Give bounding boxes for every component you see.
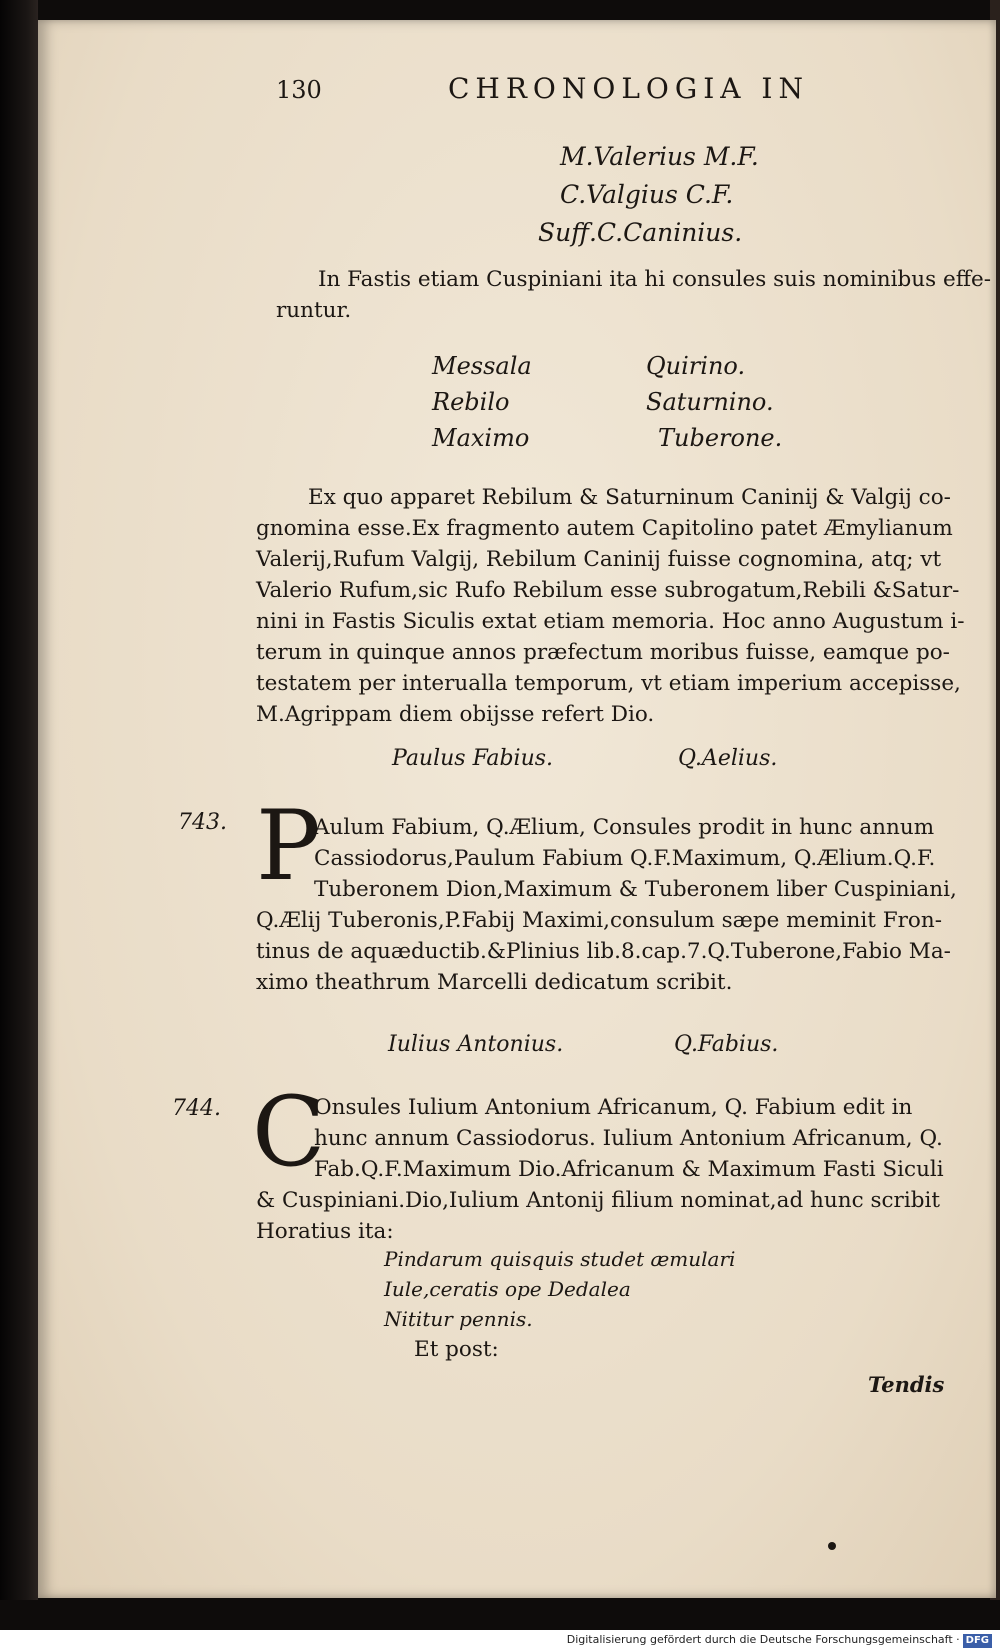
ink-spot xyxy=(828,1542,836,1550)
consul-line: Suff.C.Caninius. xyxy=(538,218,743,247)
name-line: Rebilo xyxy=(432,388,510,416)
heading-q-aelius: Q.Aelius. xyxy=(678,746,778,771)
text-line: testatem per interualla temporum, vt etiam imperium accepisse, xyxy=(256,671,961,696)
text-line: & Cuspiniani.Dio,Iulium Antonij filium nominat,ad hunc scribit xyxy=(256,1188,940,1213)
name-line: Tuberone. xyxy=(658,424,783,452)
heading-q-fabius: Q.Fabius. xyxy=(674,1032,779,1057)
digitization-footer xyxy=(0,1630,1000,1650)
paragraph-743 xyxy=(256,812,957,998)
consuls-top xyxy=(528,138,759,252)
text-line: ximo theathrum Marcelli dedicatum scribit. xyxy=(256,970,733,995)
name-line: Quirino. xyxy=(646,352,746,380)
consul-line: C.Valgius C.F. xyxy=(560,180,734,209)
catchword: Tendis xyxy=(868,1372,945,1397)
text-line: Onsules Iulium Antonium Africanum, Q. Fabium edit in xyxy=(314,1095,913,1120)
paragraph-744 xyxy=(256,1092,944,1247)
text-line: In Fastis etiam Cuspiniani ita hi consules suis nominibus effe- xyxy=(318,267,991,292)
text-line: Q.Ælij Tuberonis,P.Fabij Maximi,consulum sæpe meminit Fron- xyxy=(256,908,942,933)
footer-credit: Digitalisierung gefördert durch die Deutsche Forschungsgemeinschaft · xyxy=(566,1633,960,1646)
poem-line: Pindarum quisquis studet æmulari xyxy=(384,1247,736,1271)
horace-quote xyxy=(384,1244,735,1334)
text-line: Valerio Rufum,sic Rufo Rebilum esse subrogatum,Rebili &Satur- xyxy=(256,578,960,603)
after-poem-text xyxy=(414,1334,499,1365)
poem-line: Iule,ceratis ope Dedalea xyxy=(384,1277,631,1301)
text-line: Horatius ita: xyxy=(256,1219,394,1244)
book-page xyxy=(38,20,996,1598)
text-line: Valerij,Rufum Valgij, Rebilum Caninij fuisse cognomina, atq; vt xyxy=(256,547,942,572)
text-line: nini in Fastis Siculis extat etiam memoria. Hoc anno Augustum i- xyxy=(256,609,965,634)
text-line: Ex quo apparet Rebilum & Saturninum Caninij & Valgij co- xyxy=(308,485,951,510)
dropcap-c: C xyxy=(252,1076,326,1188)
text-line: runtur. xyxy=(276,298,352,323)
year-marker-743: 743. xyxy=(178,810,227,835)
paragraph-fasti xyxy=(276,264,991,326)
page-number: 130 xyxy=(276,76,322,104)
poem-line: Nititur pennis. xyxy=(384,1307,533,1331)
text-line: Fab.Q.F.Maximum Dio.Africanum & Maximum Fasti Siculi xyxy=(314,1157,944,1182)
text-line: gnomina esse.Ex fragmento autem Capitolino patet Æmylianum xyxy=(256,516,953,541)
name-line: Saturnino. xyxy=(646,388,774,416)
dfg-logo: DFG xyxy=(963,1634,992,1648)
book-binding-left xyxy=(0,0,38,1600)
text-line: Tuberonem Dion,Maximum & Tuberonem liber Cuspiniani, xyxy=(314,877,957,902)
text-line: tinus de aquæductib.&Plinius lib.8.cap.7.Q.Tuberone,Fabio Ma- xyxy=(256,939,951,964)
name-line: Messala xyxy=(432,352,532,380)
year-marker-744: 744. xyxy=(172,1096,221,1121)
names-right-column xyxy=(646,348,782,456)
running-head: CHRONOLOGIA IN xyxy=(448,72,809,105)
text-line: hunc annum Cassiodorus. Iulium Antonium Africanum, Q. xyxy=(314,1126,943,1151)
text-line: Aulum Fabium, Q.Ælium, Consules prodit in hunc annum xyxy=(314,815,935,840)
text-line: terum in quinque annos præfectum moribus fuisse, eamque po- xyxy=(256,640,950,665)
text-line: M.Agrippam diem obijsse refert Dio. xyxy=(256,702,655,727)
dropcap-p: P xyxy=(256,790,321,902)
heading-paulus-fabius: Paulus Fabius. xyxy=(392,746,554,771)
paragraph-rebilum xyxy=(256,482,965,730)
consul-line: M.Valerius M.F. xyxy=(560,142,759,171)
text-line: Et post: xyxy=(414,1337,499,1362)
name-line: Maximo xyxy=(432,424,530,452)
text-line: Cassiodorus,Paulum Fabium Q.F.Maximum, Q.Ælium.Q.F. xyxy=(314,846,936,871)
heading-iulius-antonius: Iulius Antonius. xyxy=(388,1032,564,1057)
names-left-column xyxy=(432,348,532,456)
